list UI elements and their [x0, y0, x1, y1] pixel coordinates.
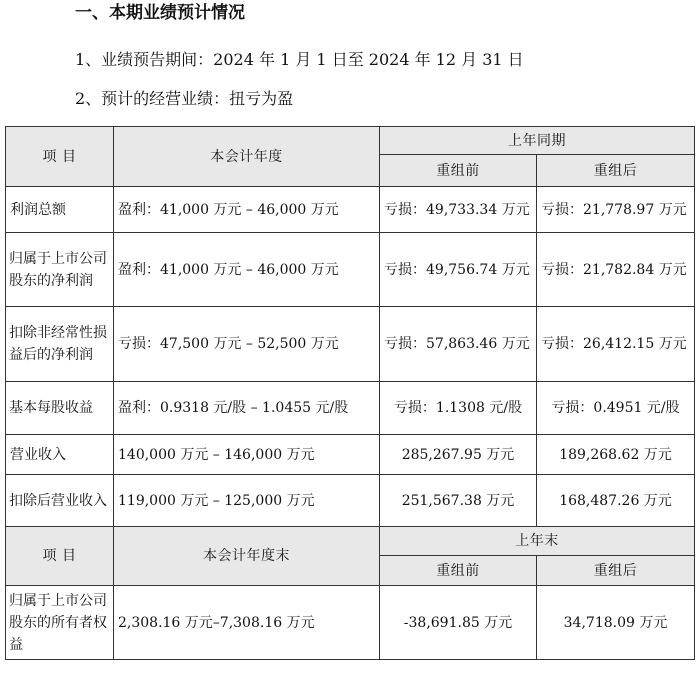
row-after: 亏损：21,778.97 万元	[537, 187, 695, 233]
table-row	[6, 475, 695, 527]
performance-table	[5, 126, 695, 660]
table-row	[6, 382, 695, 435]
header-prior-year-end: 上年末	[380, 527, 695, 556]
header-after-restructuring-2: 重组后	[537, 556, 695, 586]
row-before: 亏损：57,863.46 万元	[380, 307, 537, 382]
expected-performance: 2、预计的经营业绩：扭亏为盈	[75, 89, 294, 108]
row-current: 盈利：41,000 万元 – 46,000 万元	[114, 187, 380, 233]
row-before: 亏损：49,733.34 万元	[380, 187, 537, 233]
header-before-restructuring-2: 重组前	[380, 556, 537, 586]
row-after: 亏损：26,412.15 万元	[537, 307, 695, 382]
row-current: 2,308.16 万元–7,308.16 万元	[114, 586, 380, 660]
header-current-year: 本会计年度	[114, 127, 380, 187]
table-row	[6, 307, 695, 382]
row-before: 亏损：49,756.74 万元	[380, 233, 537, 307]
row-item: 归属于上市公司股东的净利润	[6, 233, 114, 307]
row-before: 251,567.38 万元	[380, 475, 537, 527]
forecast-period: 1、业绩预告期间：2024 年 1 月 1 日至 2024 年 12 月 31 日	[75, 50, 524, 69]
header-item: 项 目	[6, 127, 114, 187]
section-heading: 一、本期业绩预计情况	[75, 3, 245, 23]
header-current-year-end: 本会计年度末	[114, 527, 380, 586]
row-after: 34,718.09 万元	[537, 586, 695, 660]
row-current: 119,000 万元 – 125,000 万元	[114, 475, 380, 527]
header-item-2: 项 目	[6, 527, 114, 586]
row-item: 扣除后营业收入	[6, 475, 114, 527]
row-current: 盈利：41,000 万元 – 46,000 万元	[114, 233, 380, 307]
row-after: 亏损：0.4951 元/股	[537, 382, 695, 435]
table-row	[6, 435, 695, 475]
table-row	[6, 586, 695, 660]
row-current: 盈利：0.9318 元/股 – 1.0455 元/股	[114, 382, 380, 435]
row-before: 285,267.95 万元	[380, 435, 537, 475]
row-item: 基本每股收益	[6, 382, 114, 435]
row-after: 168,487.26 万元	[537, 475, 695, 527]
row-after: 亏损：21,782.84 万元	[537, 233, 695, 307]
header-before-restructuring: 重组前	[380, 155, 537, 187]
row-item: 扣除非经常性损益后的净利润	[6, 307, 114, 382]
row-item: 利润总额	[6, 187, 114, 233]
row-after: 189,268.62 万元	[537, 435, 695, 475]
row-item: 营业收入	[6, 435, 114, 475]
table-row	[6, 233, 695, 307]
header-after-restructuring: 重组后	[537, 155, 695, 187]
row-before: -38,691.85 万元	[380, 586, 537, 660]
row-before: 亏损：1.1308 元/股	[380, 382, 537, 435]
header-prior-period: 上年同期	[380, 127, 695, 155]
row-current: 140,000 万元 – 146,000 万元	[114, 435, 380, 475]
row-current: 亏损：47,500 万元 – 52,500 万元	[114, 307, 380, 382]
table-row	[6, 187, 695, 233]
row-item: 归属于上市公司股东的所有者权益	[6, 586, 114, 660]
